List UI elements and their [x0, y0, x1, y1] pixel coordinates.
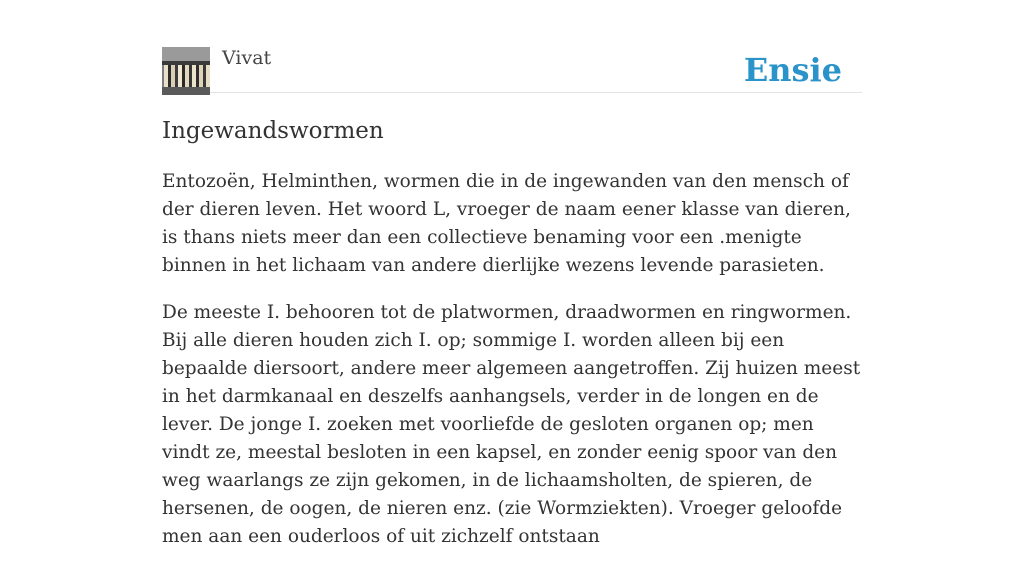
article-title: Ingewandswormen — [162, 118, 384, 144]
site-header — [162, 46, 862, 93]
source-avatar[interactable] — [162, 47, 210, 95]
article-paragraph: Entozoën, Helminthen, wormen die in de ingewanden van den mensch of der dieren leven. Het woord L, vroeger de naam eener klasse van dieren, is thans niets meer dan een collectieve benaming voor een .menigte binnen in het lichaam van andere dierlijke wezens levende parasieten. — [162, 171, 851, 276]
article-body — [162, 168, 862, 570]
source-name[interactable]: Vivat — [222, 47, 272, 69]
book-spines-icon — [162, 47, 210, 95]
brand-logo[interactable]: Ensie — [743, 51, 842, 89]
article-paragraph: De meeste I. behooren tot de platwormen, draadwormen en ringwormen. Bij alle dieren houden zich I. op; sommige I. worden alleen bij een bepaalde diersoort, andere meer algemeen aangetroffen. Zij huizen meest in het darmkanaal en deszelfs aanhangsels, verder in de longen en de lever. De jonge I. zoeken met voorliefde de gesloten organen op; men vindt ze, meestal besloten in een kapsel, en zonder eenig spoor van den weg waarlangs ze zijn gekomen, in de lichaamsholten, de spieren, de hersenen, de oogen, de nieren enz. (zie Wormziekten). Vroeger geloofde men aan een ouderloos of uit zichzelf ontstaan — [162, 302, 861, 547]
